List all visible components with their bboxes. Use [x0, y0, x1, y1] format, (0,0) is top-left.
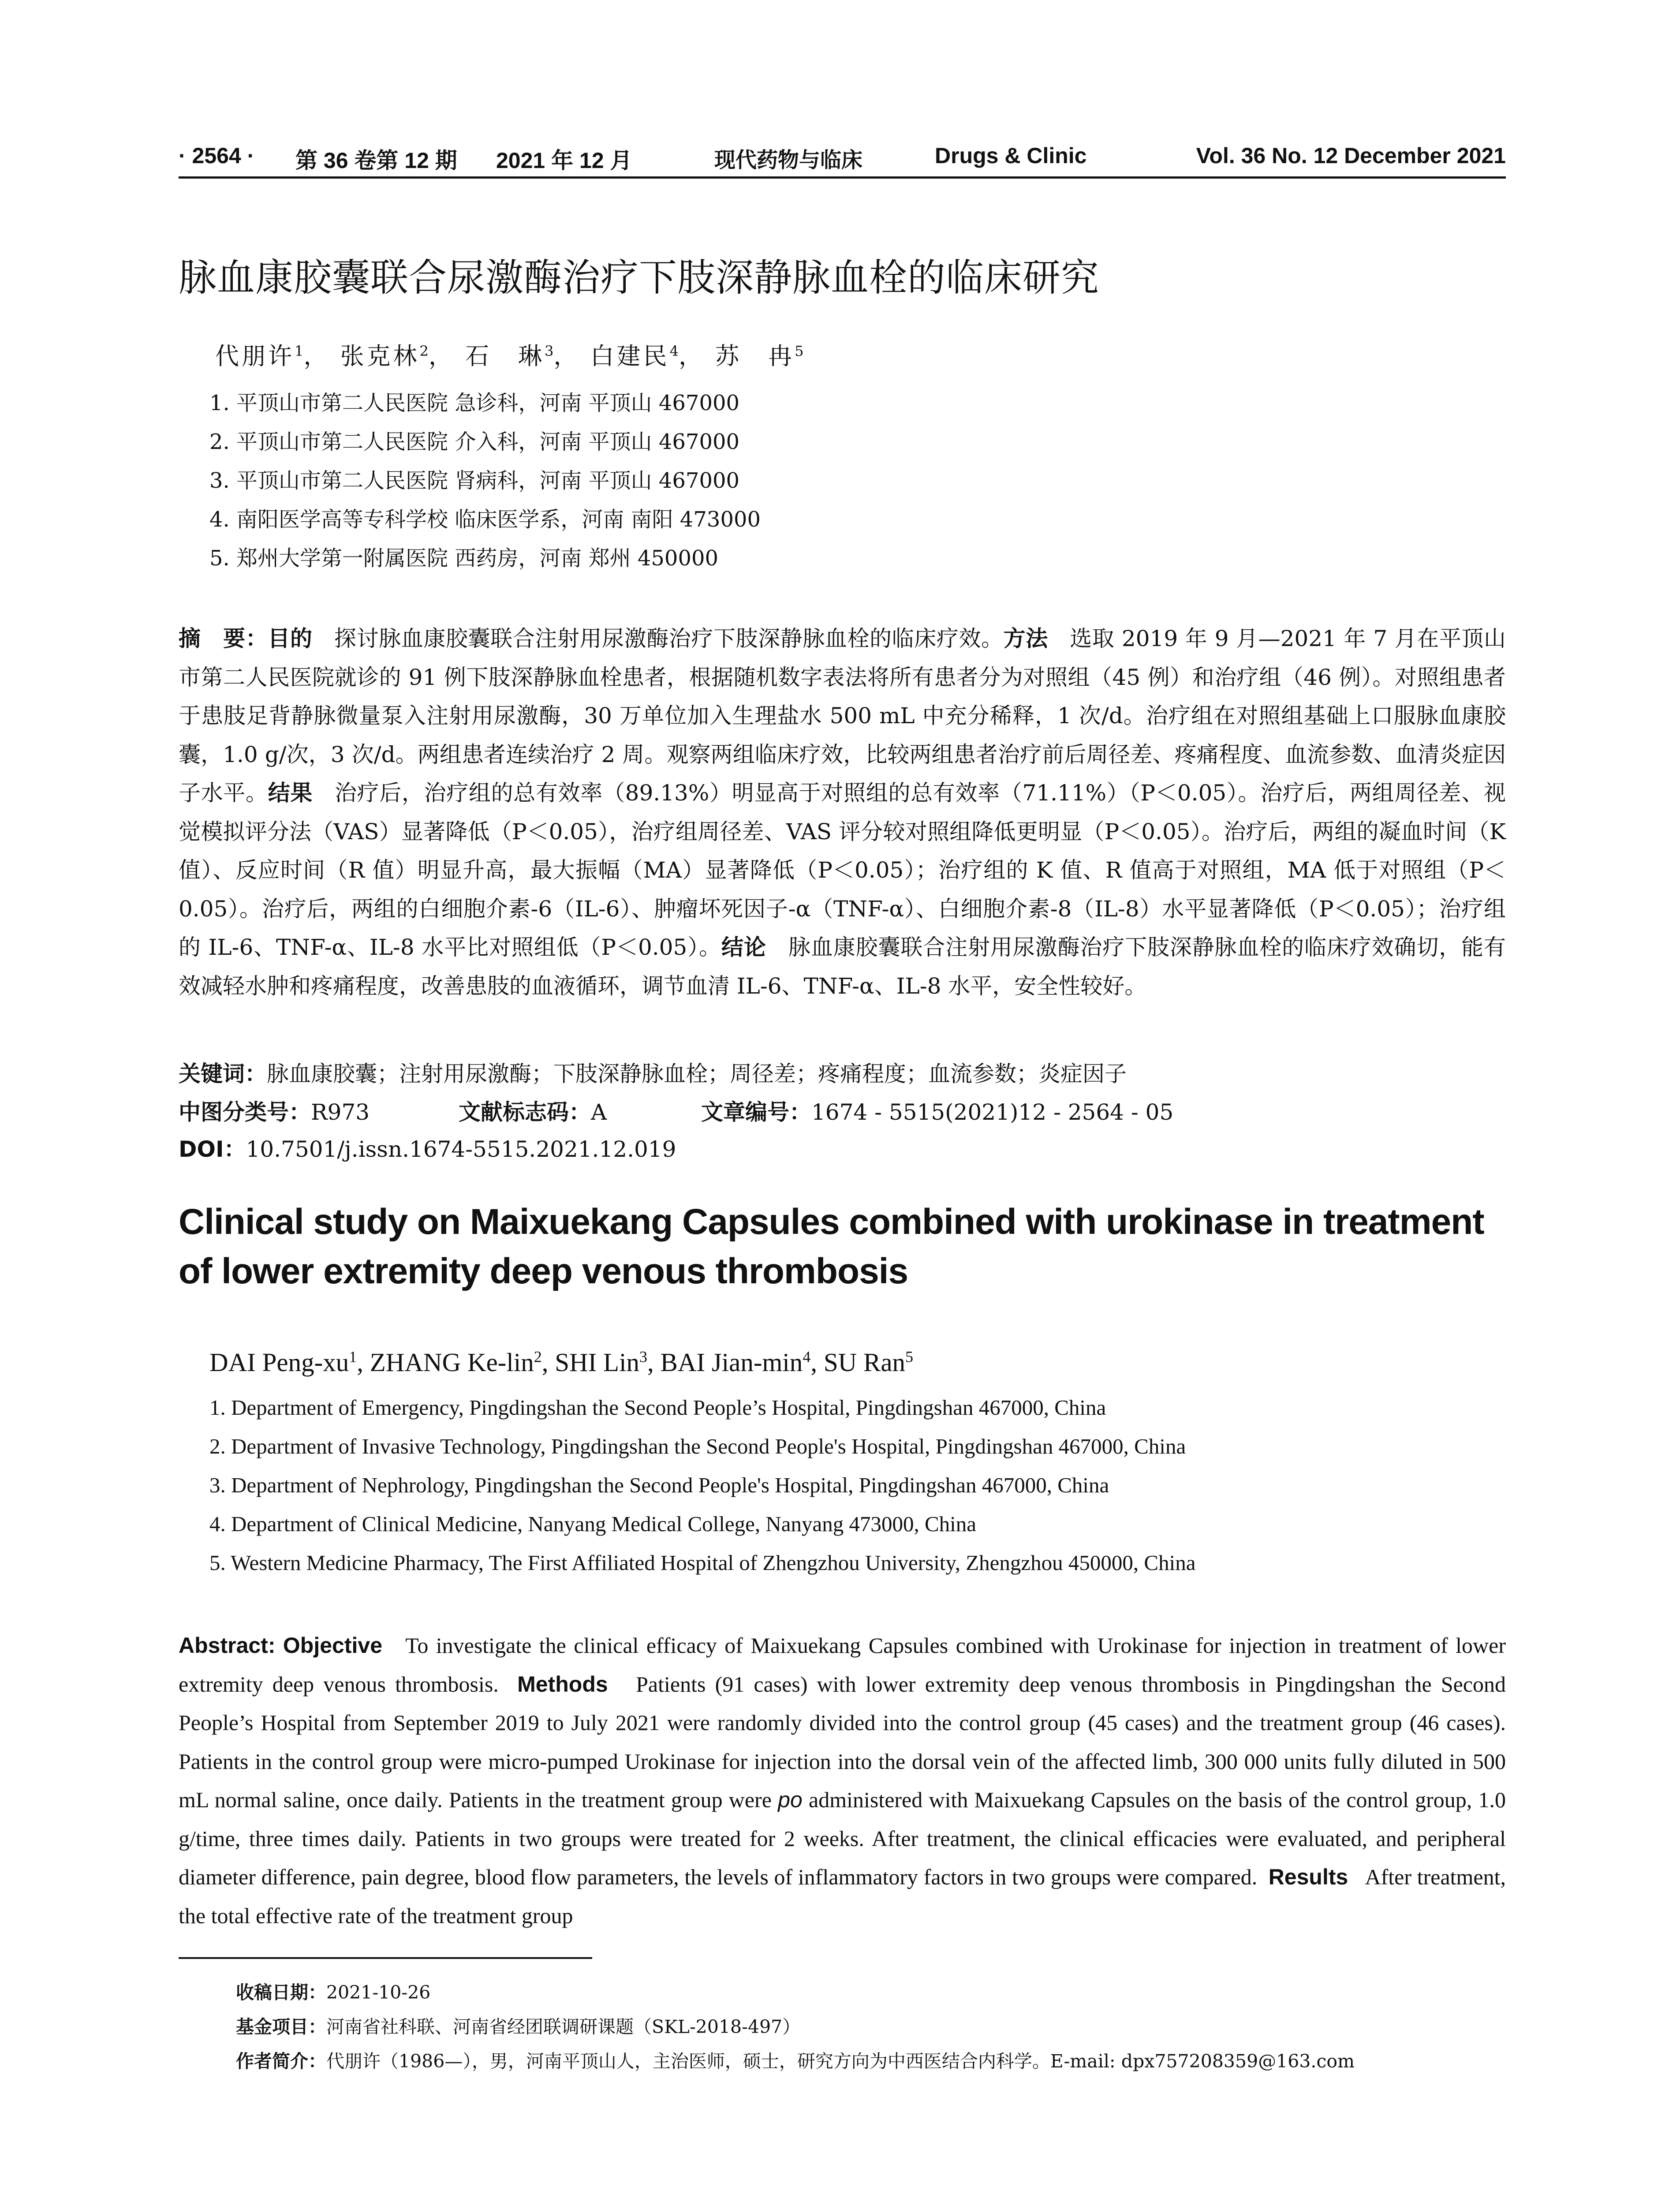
authors-en: DAI Peng-$xu^1$, ZHANG Ke-lin$^2$, SHI Lin$^3$, BAI Jian-$\min^4$, SU Ran$^5$: [209, 1348, 914, 1377]
author-cn: 张克林: [340, 342, 420, 370]
affiliation-cn: 4. 南阳医学高等专科学校 临床医学系，河南 南阳 473000: [209, 507, 761, 532]
affiliation-cn: 2. 平顶山市第二人民医院 介入科，河南 平顶山 467000: [209, 430, 740, 454]
doc-code-label: 文献标志码：: [459, 1099, 591, 1125]
header-rule: [179, 176, 1506, 179]
affiliation-en: 2. Department of Invasive Technology, Pingdingshan the Second People's Hospital, Pingdingshan 467000, China: [209, 1434, 1186, 1458]
affiliation-en: 4. Department of Clinical Medicine, Nanyang Medical College, Nanyang 473000, China: [209, 1512, 977, 1536]
affiliation-cn: 1. 平顶山市第二人民医院 急诊科，河南 平顶山 467000: [209, 391, 740, 415]
received-date: 2021-10-26: [326, 1982, 431, 2003]
affiliation-cn: 5. 郑州大学第一附属医院 西药房，河南 郑州 450000: [209, 546, 719, 571]
author-cn: 代朋许: [215, 342, 295, 370]
footnote-rule: [179, 1957, 592, 1959]
keywords-text: 脉血康胶囊；注射用尿激酶；下肢深静脉血栓；周径差；疼痛程度；血流参数；炎症因子: [267, 1061, 1127, 1087]
results-label-cn: 结果: [268, 780, 313, 806]
article-number-value: 1674 - 5515(2021)12 - 2564 - 05: [811, 1099, 1174, 1125]
author-en: ZHANG Ke-lin: [370, 1348, 534, 1377]
article-title-en: Clinical study on Maixuekang Capsules combined with urokinase in treatment of lower extremity deep venous thrombosis: [179, 1202, 1484, 1291]
abstract-en: [179, 1626, 1506, 1935]
received-label: 收稿日期：: [236, 1982, 326, 2003]
fund-text: 河南省社科联、河南省经团联调研课题（SKL-2018-497）: [326, 2016, 801, 2037]
date-cn: 2021 年 12 月: [496, 148, 632, 173]
article-number-label: 文章编号：: [701, 1099, 811, 1125]
page-number: · 2564 ·: [179, 143, 255, 168]
journal-name-en: Drugs & Clinic: [935, 143, 1087, 168]
abstract-label-cn: 摘 要：: [179, 626, 268, 651]
clc-value: R973: [311, 1099, 370, 1125]
objective-label-en: Objective: [283, 1633, 383, 1658]
author-en: BAI Jian-min: [660, 1348, 803, 1377]
methods-label-cn: 方法: [1003, 626, 1048, 651]
abstract-label-en: Abstract:: [179, 1633, 276, 1658]
running-header: [179, 140, 1506, 176]
author-en: DAI Peng-xu: [209, 1348, 349, 1377]
doi-line: [179, 1132, 676, 1163]
volume-issue-en: Vol. 36 No. 12 December 2021: [1196, 143, 1506, 168]
objective-label-cn: 目的: [268, 626, 313, 651]
doc-code: [459, 1095, 607, 1126]
affiliation-en: 5. Western Medicine Pharmacy, The First Affiliated Hospital of Zhengzhou University, Zhengzhou 450000, China: [209, 1551, 1196, 1575]
author-cn: 白建民: [590, 342, 670, 370]
article-number: [701, 1095, 1173, 1126]
conclusion-label-cn: 结论: [721, 934, 766, 960]
footnote-received: [236, 1978, 430, 2004]
results-text-en: After treatment, the total effective rate of the treatment group: [179, 1865, 1506, 1928]
article-title-cn: 脉血康胶囊联合尿激酶治疗下肢深静脉血栓的临床研究: [179, 256, 1099, 300]
affiliation-en: 1. Department of Emergency, Pingdingshan the Second People’s Hospital, Pingdingshan 467000, China: [209, 1395, 1106, 1420]
doi-link[interactable]: 10.7501/j.issn.1674-5515.2021.12.019: [246, 1136, 676, 1162]
results-text-cn: 治疗后，治疗组的总有效率（89.13%）明显高于对照组的总有效率（71.11%）（P＜0.05）。治疗后，两组周径差、视觉模拟评分法（VAS）显著降低（P＜0.05），治疗组周径差、VAS 评分较对照组降低更明显（P＜0.05）。治疗后，两组的凝血时间（K 值）、反应时间（R 值）明显升高，最大振幅（MA）显著降低（P＜0.05）；治疗组的 K 值、R 值高于对照组，MA 低于对照组（P＜0.05）。治疗后，两组的白细胞介素-6（IL-6）、肿瘤坏死因子-α（TNF-α）、白细胞介素-8（IL-8）水平显著降低（P＜0.05）；治疗组的 IL-6、TNF-α、IL-8 水平比对照组低（P＜0.05）。: [179, 780, 1506, 960]
abstract-cn: [179, 620, 1506, 1005]
results-label-en: Results: [1268, 1865, 1348, 1889]
doi-label: DOI：: [179, 1136, 246, 1162]
footnote-author-bio: [236, 2047, 1355, 2073]
author-cn: 苏 冉: [715, 342, 795, 370]
clc-label: 中图分类号：: [179, 1099, 311, 1125]
bio-label: 作者简介：: [236, 2051, 326, 2072]
po-abbrev: po: [778, 1787, 803, 1812]
classification-line: [179, 1095, 370, 1126]
objective-text-en: To investigate the clinical efficacy of Maixuekang Capsules combined with Urokinase for injection in treatment of lower extremity deep venous thrombosis.: [179, 1633, 1506, 1697]
journal-name-cn: 现代药物与临床: [714, 148, 863, 172]
author-cn: 石 琳: [465, 342, 545, 370]
footnote-fund: [236, 2012, 800, 2038]
affiliation-cn: 3. 平顶山市第二人民医院 肾病科，河南 平顶山 467000: [209, 468, 740, 493]
methods-text-en: Patients (91 cases) with lower extremity deep venous thrombosis in Pingdingshan the Second People’s Hospital from September 2019 to July 2021 were randomly divided into the control group (45 cases) and the treatment group (46 cases). Patients in the control group were micro-pumped Urokinase for injection into the dorsal vein of the affected limb, 300 000 units fully diluted in 500 mL normal saline, once daily. Patients in the treatment group were: [179, 1671, 1506, 1812]
methods-label-en: Methods: [517, 1671, 608, 1697]
authors-cn: 代朋许$^1$， 张克林$^2$， 石 琳$^3$， 白建民$^4$， 苏 冉$^5$: [215, 342, 804, 370]
volume-issue-cn: 第 36 卷第 12 期: [295, 148, 457, 173]
author-en: SHI Lin: [555, 1348, 639, 1377]
bio-text: 代朋许（1986—），男，河南平顶山人，主治医师，硕士，研究方向为中西医结合内科学。E-mail: dpx757208359@163.com: [326, 2051, 1355, 2072]
affiliation-en: 3. Department of Nephrology, Pingdingshan the Second People's Hospital, Pingdingshan 467000, China: [209, 1473, 1109, 1497]
methods-text-en-cont: administered with Maixuekang Capsules on the basis of the control group, 1.0 g/time, three times daily. Patients in two groups were treated for 2 weeks. After treatment, the clinical efficacies were evaluated, and peripheral diameter difference, pain degree, blood flow parameters, the levels of inflammatory factors in two groups were compared.: [179, 1787, 1506, 1889]
doc-code-value: A: [591, 1099, 607, 1125]
keywords-cn: [179, 1056, 1127, 1088]
methods-text-cn: 选取 2019 年 9 月—2021 年 7 月在平顶山市第二人民医院就诊的 91 例下肢深静脉血栓患者，根据随机数字表法将所有患者分为对照组（45 例）和治疗组（46 例）。对照组患者于患肢足背静脉微量泵入注射用尿激酶，30 万单位加入生理盐水 500 mL 中充分稀释，1 次/d。治疗组在对照组基础上口服脉血康胶囊，1.0 g/次，3 次/d。两组患者连续治疗 2 周。观察两组临床疗效，比较两组患者治疗前后周径差、疼痛程度、血流参数、血清炎症因子水平。: [179, 626, 1506, 806]
conclusion-text-cn: 脉血康胶囊联合注射用尿激酶治疗下肢深静脉血栓的临床疗效确切，能有效减轻水肿和疼痛程度，改善患肢的血液循环，调节血清 IL-6、TNF-α、IL-8 水平，安全性较好。: [179, 934, 1506, 999]
author-en: SU Ran: [823, 1348, 906, 1377]
keywords-label: 关键词：: [179, 1061, 267, 1087]
fund-label: 基金项目：: [236, 2016, 326, 2037]
objective-text-cn: 探讨脉血康胶囊联合注射用尿激酶治疗下肢深静脉血栓的临床疗效。: [334, 626, 1004, 651]
